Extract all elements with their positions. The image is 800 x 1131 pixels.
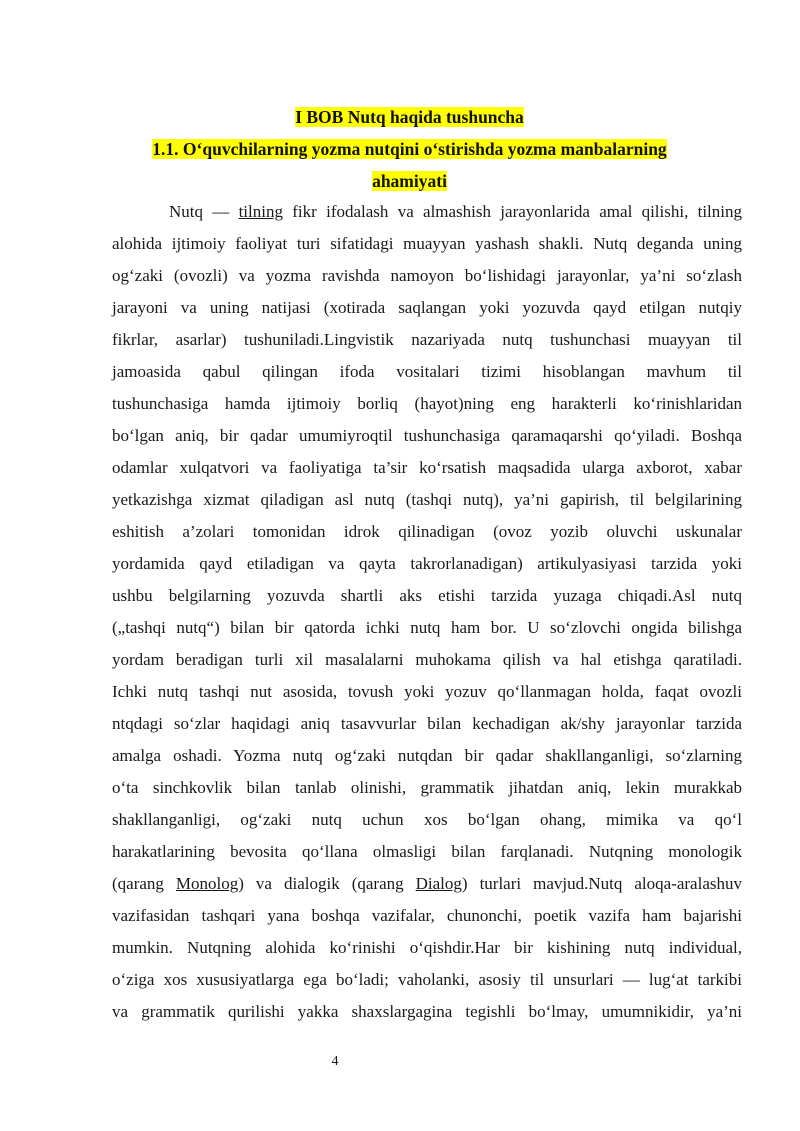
text-line: o‘ta sinchkovlik bilan tanlab olinishi, grammatik jihatdan aniq, lekin murakkab <box>112 778 742 797</box>
text-line: fikrlar, asarlar) tushuniladi.Lingvistik nazariyada nutq tushunchasi muayyan til <box>112 330 742 349</box>
section-title-part-1: 1.1. O‘quvchilarning yozma nutqini o‘stirishda yozma manbalarning <box>152 139 667 159</box>
text-line: o‘ziga xos xususiyatlarga ega bo‘ladi; vaholanki, asosiy til unsurlari — lug‘at tarkibi <box>112 970 742 989</box>
text-line: eshitish a’zolari tomonidan idrok qilinadigan (ovoz yozib oluvchi uskunalar <box>112 522 742 541</box>
text-line: ushbu belgilarning yozuvda shartli aks etishi tarzida yuzaga chiqadi.Asl nutq <box>112 586 742 605</box>
page-number: 4 <box>331 1054 339 1069</box>
text-line: vazifasidan tashqari yana boshqa vazifalar, chunonchi, poetik vazifa ham bajarishi <box>112 906 742 925</box>
monolog-link[interactable]: Monolog <box>175 874 239 893</box>
text-line: amalga oshadi. Yozma nutq og‘zaki nutqdan bir qadar shakllanganligi, so‘zlarning <box>112 746 742 765</box>
text-line <box>112 868 742 900</box>
text-line: jamoasida qabul qilingan ifoda vositalari tizimi hisoblangan mavhum til <box>112 362 742 381</box>
text-line: og‘zaki (ovozli) va yozma ravishda namoyon bo‘lishidagi jarayonlar, ya’ni so‘zlash <box>112 266 742 285</box>
text-line: shakllanganligi, og‘zaki nutq uchun xos bo‘lgan ohang, mimika va qo‘l <box>112 810 742 829</box>
heading-block <box>112 101 707 197</box>
section-title-line-2 <box>112 165 707 197</box>
body-paragraph <box>112 196 742 1028</box>
text-fragment: ) va dialogik (qarang <box>238 874 416 893</box>
text-line: („tashqi nutq“) bilan bir qatorda ichki nutq ham bor. U so‘zlovchi ongida bilishga <box>112 618 742 637</box>
text-line: harakatlarining bevosita qo‘llana olmasligi bilan farqlanadi. Nutqning monologik <box>112 842 742 861</box>
chapter-title-line <box>112 101 707 133</box>
text-line: odamlar xulqatvori va faoliyatiga ta’sir ko‘rsatish maqsadida ularga axborot, xabar <box>112 458 742 477</box>
tilning-link[interactable]: tilning <box>238 202 283 221</box>
text-line: yordamida qayd etiladigan va qayta takrorlanadigan) artikulyasiyasi tarzida yoki <box>112 554 742 573</box>
text-line: yordam beradigan turli xil masalalarni muhokama qilish va hal etishga qaratiladi. <box>112 650 742 669</box>
text-fragment: ) turlari mavjud.Nutq aloqa-aralashuv <box>461 874 742 893</box>
text-line: alohida ijtimoiy faoliyat turi sifatidagi muayyan yashash shakli. Nutq deganda uning <box>112 234 742 253</box>
text-line: yetkazishga xizmat qiladigan asl nutq (tashqi nutq), ya’ni gapirish, til belgilarining <box>112 490 742 509</box>
text-fragment: (qarang <box>112 874 176 893</box>
text-fragment: fikr ifodalash va almashish jarayonlarida amal qilishi, tilning <box>282 202 743 221</box>
text-line: bo‘lgan aniq, bir qadar umumiyroqtil tushunchasiga qaramaqarshi qo‘yiladi. Boshqa <box>112 426 742 445</box>
section-title-line-1 <box>112 133 707 165</box>
text-line: jarayoni va uning natijasi (xotirada saqlangan yoki yozuvda qayd etilgan nutqiy <box>112 298 742 317</box>
text-line: Ichki nutq tashqi nut asosida, tovush yoki yozuv qo‘llanmagan holda, faqat ovozli <box>112 682 742 701</box>
dialog-link[interactable]: Dialog <box>415 874 462 893</box>
text-line: va grammatik qurilishi yakka shaxslargagina tegishli bo‘lmay, umumnikidir, ya’ni <box>112 1002 742 1021</box>
text-line <box>112 196 742 228</box>
chapter-title: I BOB Nutq haqida tushuncha <box>295 107 524 127</box>
text-line: mumkin. Nutqning alohida ko‘rinishi o‘qishdir.Har bir kishining nutq individual, <box>112 938 742 957</box>
text-fragment: Nutq — <box>169 202 239 221</box>
section-title-part-2: ahamiyati <box>372 171 447 191</box>
text-line: tushunchasiga hamda ijtimoiy borliq (hayot)ning eng harakterli ko‘rinishlaridan <box>112 394 742 413</box>
text-line: ntqdagi so‘zlar haqidagi aniq tasavvurlar bilan kechadigan ak/shy jarayonlar tarzida <box>112 714 742 733</box>
